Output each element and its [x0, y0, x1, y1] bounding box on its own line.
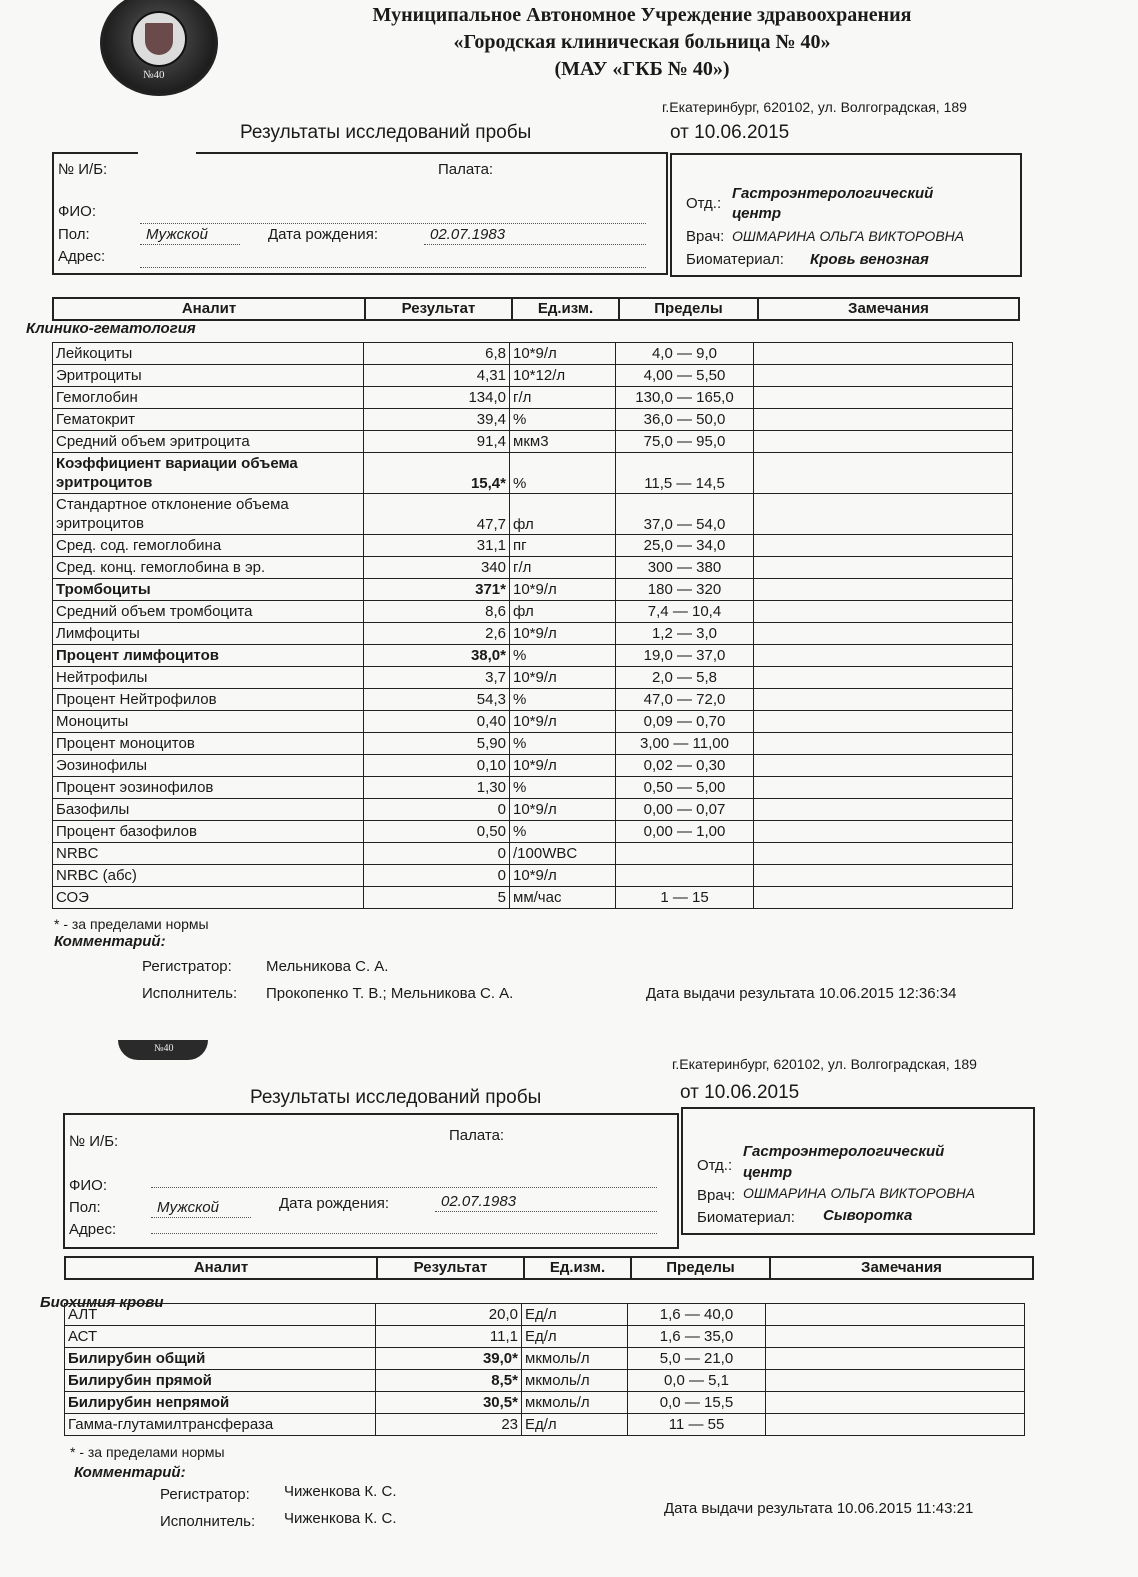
- dept-value-line2: центр: [732, 205, 782, 222]
- unit-cell: мм/час: [510, 887, 616, 909]
- analyte-cell: АСТ: [65, 1326, 376, 1348]
- range-cell: [616, 865, 754, 887]
- range-cell: 47,0 — 72,0: [616, 689, 754, 711]
- analyte-cell: Средний объем эритроцита: [53, 431, 364, 453]
- unit-cell: мкмоль/л: [522, 1348, 628, 1370]
- table-row: [53, 821, 1013, 843]
- col-unit: Ед.изм.: [512, 298, 619, 320]
- notes-cell: [754, 387, 1013, 409]
- dob-value: 02.07.1983: [441, 1193, 517, 1210]
- analyte-cell: Гематокрит: [53, 409, 364, 431]
- report2-section: Биохимия крови: [40, 1294, 164, 1311]
- range-cell: 5,0 — 21,0: [628, 1348, 766, 1370]
- table-row: [65, 1348, 1025, 1370]
- analyte-cell: Лейкоциты: [53, 343, 364, 365]
- address-label: Адрес:: [58, 248, 106, 265]
- notes-cell: [754, 343, 1013, 365]
- biomaterial-value: Сыворотка: [823, 1207, 913, 1224]
- range-cell: 0,0 — 15,5: [628, 1392, 766, 1414]
- range-cell: 7,4 — 10,4: [616, 601, 754, 623]
- table-row: [53, 843, 1013, 865]
- range-cell: 1,6 — 35,0: [628, 1326, 766, 1348]
- doctor-value: ОШМАРИНА ОЛЬГА ВИКТОРОВНА: [732, 228, 965, 244]
- range-cell: 19,0 — 37,0: [616, 645, 754, 667]
- report1-address: г.Екатеринбург, 620102, ул. Волгоградская, 189: [662, 99, 967, 115]
- range-cell: 0,00 — 0,07: [616, 799, 754, 821]
- unit-cell: %: [510, 689, 616, 711]
- report2-executor: Чиженкова К. С.: [284, 1510, 397, 1527]
- table-row: [53, 431, 1013, 453]
- range-cell: 11,5 — 14,5: [616, 453, 754, 494]
- ib-label: № И/Б:: [69, 1133, 119, 1150]
- unit-cell: 10*12/л: [510, 365, 616, 387]
- analyte-cell: АЛТ: [65, 1304, 376, 1326]
- analyte-cell: NRBC: [53, 843, 364, 865]
- sex-value: Мужской: [146, 226, 208, 243]
- table-row: [65, 1414, 1025, 1436]
- col-result: Результат: [377, 1257, 524, 1279]
- notes-cell: [754, 623, 1013, 645]
- notes-cell: [754, 821, 1013, 843]
- table-row: [53, 365, 1013, 387]
- report1-table-header: [52, 297, 1020, 321]
- analyte-cell: Процент Нейтрофилов: [53, 689, 364, 711]
- unit-cell: 10*9/л: [510, 865, 616, 887]
- report1-executor-label: Исполнитель:: [142, 985, 238, 1002]
- col-analyte: Аналит: [53, 298, 365, 320]
- seal-emblem: [131, 11, 187, 67]
- table-row: [53, 535, 1013, 557]
- result-cell: 38,0*: [364, 645, 510, 667]
- range-cell: 130,0 — 165,0: [616, 387, 754, 409]
- unit-cell: 10*9/л: [510, 667, 616, 689]
- result-cell: 0: [364, 865, 510, 887]
- notes-cell: [754, 494, 1013, 535]
- result-cell: 91,4: [364, 431, 510, 453]
- notes-cell: [754, 865, 1013, 887]
- notes-cell: [766, 1370, 1025, 1392]
- result-cell: 8,6: [364, 601, 510, 623]
- table-row: [53, 409, 1013, 431]
- analyte-cell: Сред. конц. гемоглобина в эр.: [53, 557, 364, 579]
- notes-cell: [754, 409, 1013, 431]
- shield-icon: [145, 23, 173, 55]
- table-row: [53, 623, 1013, 645]
- unit-cell: 10*9/л: [510, 623, 616, 645]
- notes-cell: [754, 365, 1013, 387]
- col-notes: Замечания: [758, 298, 1019, 320]
- range-cell: 1,2 — 3,0: [616, 623, 754, 645]
- report2-address: г.Екатеринбург, 620102, ул. Волгоградская, 189: [672, 1056, 977, 1072]
- ward-label: Палата:: [438, 161, 494, 178]
- table-row: [53, 755, 1013, 777]
- unit-cell: Ед/л: [522, 1304, 628, 1326]
- report2-registrar-label: Регистратор:: [160, 1486, 250, 1503]
- unit-cell: мкмоль/л: [522, 1392, 628, 1414]
- analyte-cell: Базофилы: [53, 799, 364, 821]
- analyte-cell: Эритроциты: [53, 365, 364, 387]
- col-analyte: Аналит: [65, 1257, 377, 1279]
- range-cell: 1,6 — 40,0: [628, 1304, 766, 1326]
- report2-patient-box: [63, 1113, 679, 1249]
- range-cell: 36,0 — 50,0: [616, 409, 754, 431]
- notes-cell: [754, 601, 1013, 623]
- unit-cell: фл: [510, 494, 616, 535]
- notes-cell: [754, 667, 1013, 689]
- ward-label: Палата:: [449, 1127, 505, 1144]
- col-range: Пределы: [619, 298, 758, 320]
- result-cell: 11,1: [376, 1326, 522, 1348]
- notes-cell: [754, 755, 1013, 777]
- unit-cell: 10*9/л: [510, 343, 616, 365]
- result-cell: 2,6: [364, 623, 510, 645]
- unit-cell: %: [510, 733, 616, 755]
- notes-cell: [766, 1326, 1025, 1348]
- range-cell: 11 — 55: [628, 1414, 766, 1436]
- notes-cell: [754, 711, 1013, 733]
- col-unit: Ед.изм.: [524, 1257, 631, 1279]
- report1-section: Клинико-гематология: [26, 320, 196, 337]
- notes-cell: [754, 557, 1013, 579]
- notes-cell: [754, 535, 1013, 557]
- analyte-cell: Процент базофилов: [53, 821, 364, 843]
- biomaterial-value: Кровь венозная: [810, 251, 929, 268]
- report2-date: от 10.06.2015: [680, 1082, 800, 1103]
- report1-registrar: Мельникова С. А.: [266, 958, 389, 975]
- result-cell: 3,7: [364, 667, 510, 689]
- range-cell: 0,02 — 0,30: [616, 755, 754, 777]
- unit-cell: 10*9/л: [510, 799, 616, 821]
- institution-line2: «Городская клиническая больница № 40»: [453, 31, 831, 53]
- analyte-cell: Процент моноцитов: [53, 733, 364, 755]
- result-cell: 1,30: [364, 777, 510, 799]
- notes-cell: [754, 689, 1013, 711]
- table-row: [53, 667, 1013, 689]
- report1-executor: Прокопенко Т. В.; Мельникова С. А.: [266, 985, 514, 1002]
- analyte-cell: Моноциты: [53, 711, 364, 733]
- table-row: [53, 711, 1013, 733]
- result-cell: 0: [364, 843, 510, 865]
- unit-cell: Ед/л: [522, 1414, 628, 1436]
- range-cell: 300 — 380: [616, 557, 754, 579]
- unit-cell: г/л: [510, 387, 616, 409]
- dept-value-line1: Гастроэнтерологический: [732, 185, 934, 202]
- doctor-value: ОШМАРИНА ОЛЬГА ВИКТОРОВНА: [743, 1185, 976, 1201]
- table-row: [53, 865, 1013, 887]
- result-cell: 4,31: [364, 365, 510, 387]
- analyte-cell: Эозинофилы: [53, 755, 364, 777]
- table-row: [53, 733, 1013, 755]
- result-cell: 5,90: [364, 733, 510, 755]
- table-row: [53, 579, 1013, 601]
- unit-cell: /100WBC: [510, 843, 616, 865]
- col-notes: Замечания: [770, 1257, 1033, 1279]
- analyte-cell: Средний объем тромбоцита: [53, 601, 364, 623]
- analyte-cell: Билирубин общий: [65, 1348, 376, 1370]
- report2-issued: Дата выдачи результата 10.06.2015 11:43:21: [664, 1500, 974, 1517]
- result-cell: 0,50: [364, 821, 510, 843]
- result-cell: 5: [364, 887, 510, 909]
- notes-cell: [754, 887, 1013, 909]
- notes-cell: [754, 453, 1013, 494]
- result-cell: 47,7: [364, 494, 510, 535]
- result-cell: 31,1: [364, 535, 510, 557]
- result-cell: 0: [364, 799, 510, 821]
- analyte-cell: Лимфоциты: [53, 623, 364, 645]
- dob-value: 02.07.1983: [430, 226, 506, 243]
- range-cell: [616, 843, 754, 865]
- unit-cell: 10*9/л: [510, 579, 616, 601]
- report2-registrar: Чиженкова К. С.: [284, 1483, 397, 1500]
- result-cell: 340: [364, 557, 510, 579]
- report1-dept-box: [670, 153, 1022, 277]
- analyte-name-line2: эритроцитов: [56, 474, 153, 491]
- analyte-name-line2: эритроцитов: [56, 515, 144, 532]
- institution-line3: (МАУ «ГКБ № 40»): [554, 58, 730, 80]
- unit-cell: г/л: [510, 557, 616, 579]
- range-cell: 0,00 — 1,00: [616, 821, 754, 843]
- analyte-cell: Процент лимфоцитов: [53, 645, 364, 667]
- analyte-cell: [53, 494, 364, 535]
- analyte-cell: NRBC (абс): [53, 865, 364, 887]
- unit-cell: фл: [510, 601, 616, 623]
- result-cell: 39,4: [364, 409, 510, 431]
- col-range: Пределы: [631, 1257, 770, 1279]
- sex-label: Пол:: [58, 226, 90, 243]
- notes-cell: [754, 733, 1013, 755]
- table-row: [53, 343, 1013, 365]
- analyte-cell: Процент эозинофилов: [53, 777, 364, 799]
- col-result: Результат: [365, 298, 512, 320]
- table-row: [65, 1370, 1025, 1392]
- unit-cell: 10*9/л: [510, 755, 616, 777]
- table-row: [53, 689, 1013, 711]
- table-row: [53, 453, 1013, 494]
- notes-cell: [754, 579, 1013, 601]
- dob-label: Дата рождения:: [268, 226, 378, 243]
- report1-date: от 10.06.2015: [670, 122, 790, 143]
- table-row: [53, 557, 1013, 579]
- result-cell: 39,0*: [376, 1348, 522, 1370]
- result-cell: 371*: [364, 579, 510, 601]
- range-cell: 2,0 — 5,8: [616, 667, 754, 689]
- range-cell: 37,0 — 54,0: [616, 494, 754, 535]
- report2-dept-box: [681, 1107, 1035, 1235]
- table-row: [65, 1326, 1025, 1348]
- analyte-cell: Билирубин непрямой: [65, 1392, 376, 1414]
- analyte-cell: Билирубин прямой: [65, 1370, 376, 1392]
- analyte-name-line1: Коэффициент вариации объема: [56, 455, 298, 472]
- notes-cell: [754, 777, 1013, 799]
- result-cell: 20,0: [376, 1304, 522, 1326]
- hospital-seal-partial: [118, 1040, 208, 1060]
- notes-cell: [766, 1304, 1025, 1326]
- table-row: [65, 1304, 1025, 1326]
- dept-label: Отд.:: [686, 195, 722, 212]
- analyte-cell: Гемоглобин: [53, 387, 364, 409]
- table-row: [53, 887, 1013, 909]
- seal2-number: №40: [154, 1043, 174, 1054]
- result-cell: 134,0: [364, 387, 510, 409]
- unit-cell: %: [510, 645, 616, 667]
- report2-table-header: [64, 1256, 1034, 1280]
- seal-number: №40: [143, 69, 165, 81]
- notes-cell: [754, 645, 1013, 667]
- analyte-cell: Сред. сод. гемоглобина: [53, 535, 364, 557]
- report2-results-table: [64, 1303, 1025, 1436]
- report1-issued: Дата выдачи результата 10.06.2015 12:36:34: [646, 985, 957, 1002]
- range-cell: 1 — 15: [616, 887, 754, 909]
- analyte-cell: Тромбоциты: [53, 579, 364, 601]
- unit-cell: %: [510, 777, 616, 799]
- unit-cell: мкмоль/л: [522, 1370, 628, 1392]
- notes-cell: [766, 1348, 1025, 1370]
- unit-cell: %: [510, 821, 616, 843]
- unit-cell: %: [510, 453, 616, 494]
- dept-value-line1: Гастроэнтерологический: [743, 1143, 945, 1160]
- range-cell: 0,09 — 0,70: [616, 711, 754, 733]
- result-cell: 23: [376, 1414, 522, 1436]
- report1-comment-label: Комментарий:: [54, 933, 166, 950]
- range-cell: 4,0 — 9,0: [616, 343, 754, 365]
- unit-cell: 10*9/л: [510, 711, 616, 733]
- doctor-label: Врач:: [686, 228, 725, 245]
- table-row: [53, 494, 1013, 535]
- report2-title: Результаты исследований пробы: [250, 1087, 542, 1108]
- notes-cell: [754, 431, 1013, 453]
- ib-label: № И/Б:: [58, 161, 108, 178]
- unit-cell: %: [510, 409, 616, 431]
- fio-label: ФИО:: [69, 1177, 108, 1194]
- result-cell: 15,4*: [364, 453, 510, 494]
- range-cell: 4,00 — 5,50: [616, 365, 754, 387]
- dept-label: Отд.:: [697, 1157, 733, 1174]
- sex-value: Мужской: [157, 1199, 219, 1216]
- table-row: [53, 645, 1013, 667]
- analyte-name-line1: Стандартное отклонение объема: [56, 496, 289, 513]
- range-cell: 0,0 — 5,1: [628, 1370, 766, 1392]
- result-cell: 30,5*: [376, 1392, 522, 1414]
- analyte-cell: [53, 453, 364, 494]
- unit-cell: мкм3: [510, 431, 616, 453]
- notes-cell: [766, 1392, 1025, 1414]
- biomaterial-label: Биоматериал:: [686, 251, 784, 268]
- report1-footnote: * - за пределами нормы: [54, 916, 209, 932]
- range-cell: 25,0 — 34,0: [616, 535, 754, 557]
- range-cell: 75,0 — 95,0: [616, 431, 754, 453]
- range-cell: 3,00 — 11,00: [616, 733, 754, 755]
- fio-label: ФИО:: [58, 203, 97, 220]
- analyte-cell: СОЭ: [53, 887, 364, 909]
- notes-cell: [754, 799, 1013, 821]
- hospital-seal: [100, 0, 218, 96]
- table-row: [53, 601, 1013, 623]
- doctor-label: Врач:: [697, 1187, 736, 1204]
- dob-label: Дата рождения:: [279, 1195, 389, 1212]
- sex-label: Пол:: [69, 1199, 101, 1216]
- table-row: [53, 777, 1013, 799]
- range-cell: 0,50 — 5,00: [616, 777, 754, 799]
- analyte-cell: Нейтрофилы: [53, 667, 364, 689]
- table-row: [53, 387, 1013, 409]
- report1-registrar-label: Регистратор:: [142, 958, 232, 975]
- dept-value-line2: центр: [743, 1164, 793, 1181]
- result-cell: 6,8: [364, 343, 510, 365]
- report1-patient-box: [52, 153, 668, 275]
- notes-cell: [766, 1414, 1025, 1436]
- table-row: [53, 799, 1013, 821]
- table-row: [65, 1392, 1025, 1414]
- report1-title: Результаты исследований пробы: [240, 122, 532, 143]
- unit-cell: пг: [510, 535, 616, 557]
- report2-executor-label: Исполнитель:: [160, 1513, 256, 1530]
- unit-cell: Ед/л: [522, 1326, 628, 1348]
- result-cell: 0,10: [364, 755, 510, 777]
- institution-line1: Муниципальное Автономное Учреждение здравоохранения: [372, 4, 912, 26]
- report2-comment-label: Комментарий:: [74, 1464, 186, 1481]
- notes-cell: [754, 843, 1013, 865]
- report2-footnote: * - за пределами нормы: [70, 1444, 225, 1460]
- result-cell: 8,5*: [376, 1370, 522, 1392]
- analyte-cell: Гамма-глутамилтрансфераза: [65, 1414, 376, 1436]
- address-label: Адрес:: [69, 1221, 117, 1238]
- result-cell: 0,40: [364, 711, 510, 733]
- range-cell: 180 — 320: [616, 579, 754, 601]
- biomaterial-label: Биоматериал:: [697, 1209, 795, 1226]
- report1-results-table: [52, 342, 1013, 909]
- result-cell: 54,3: [364, 689, 510, 711]
